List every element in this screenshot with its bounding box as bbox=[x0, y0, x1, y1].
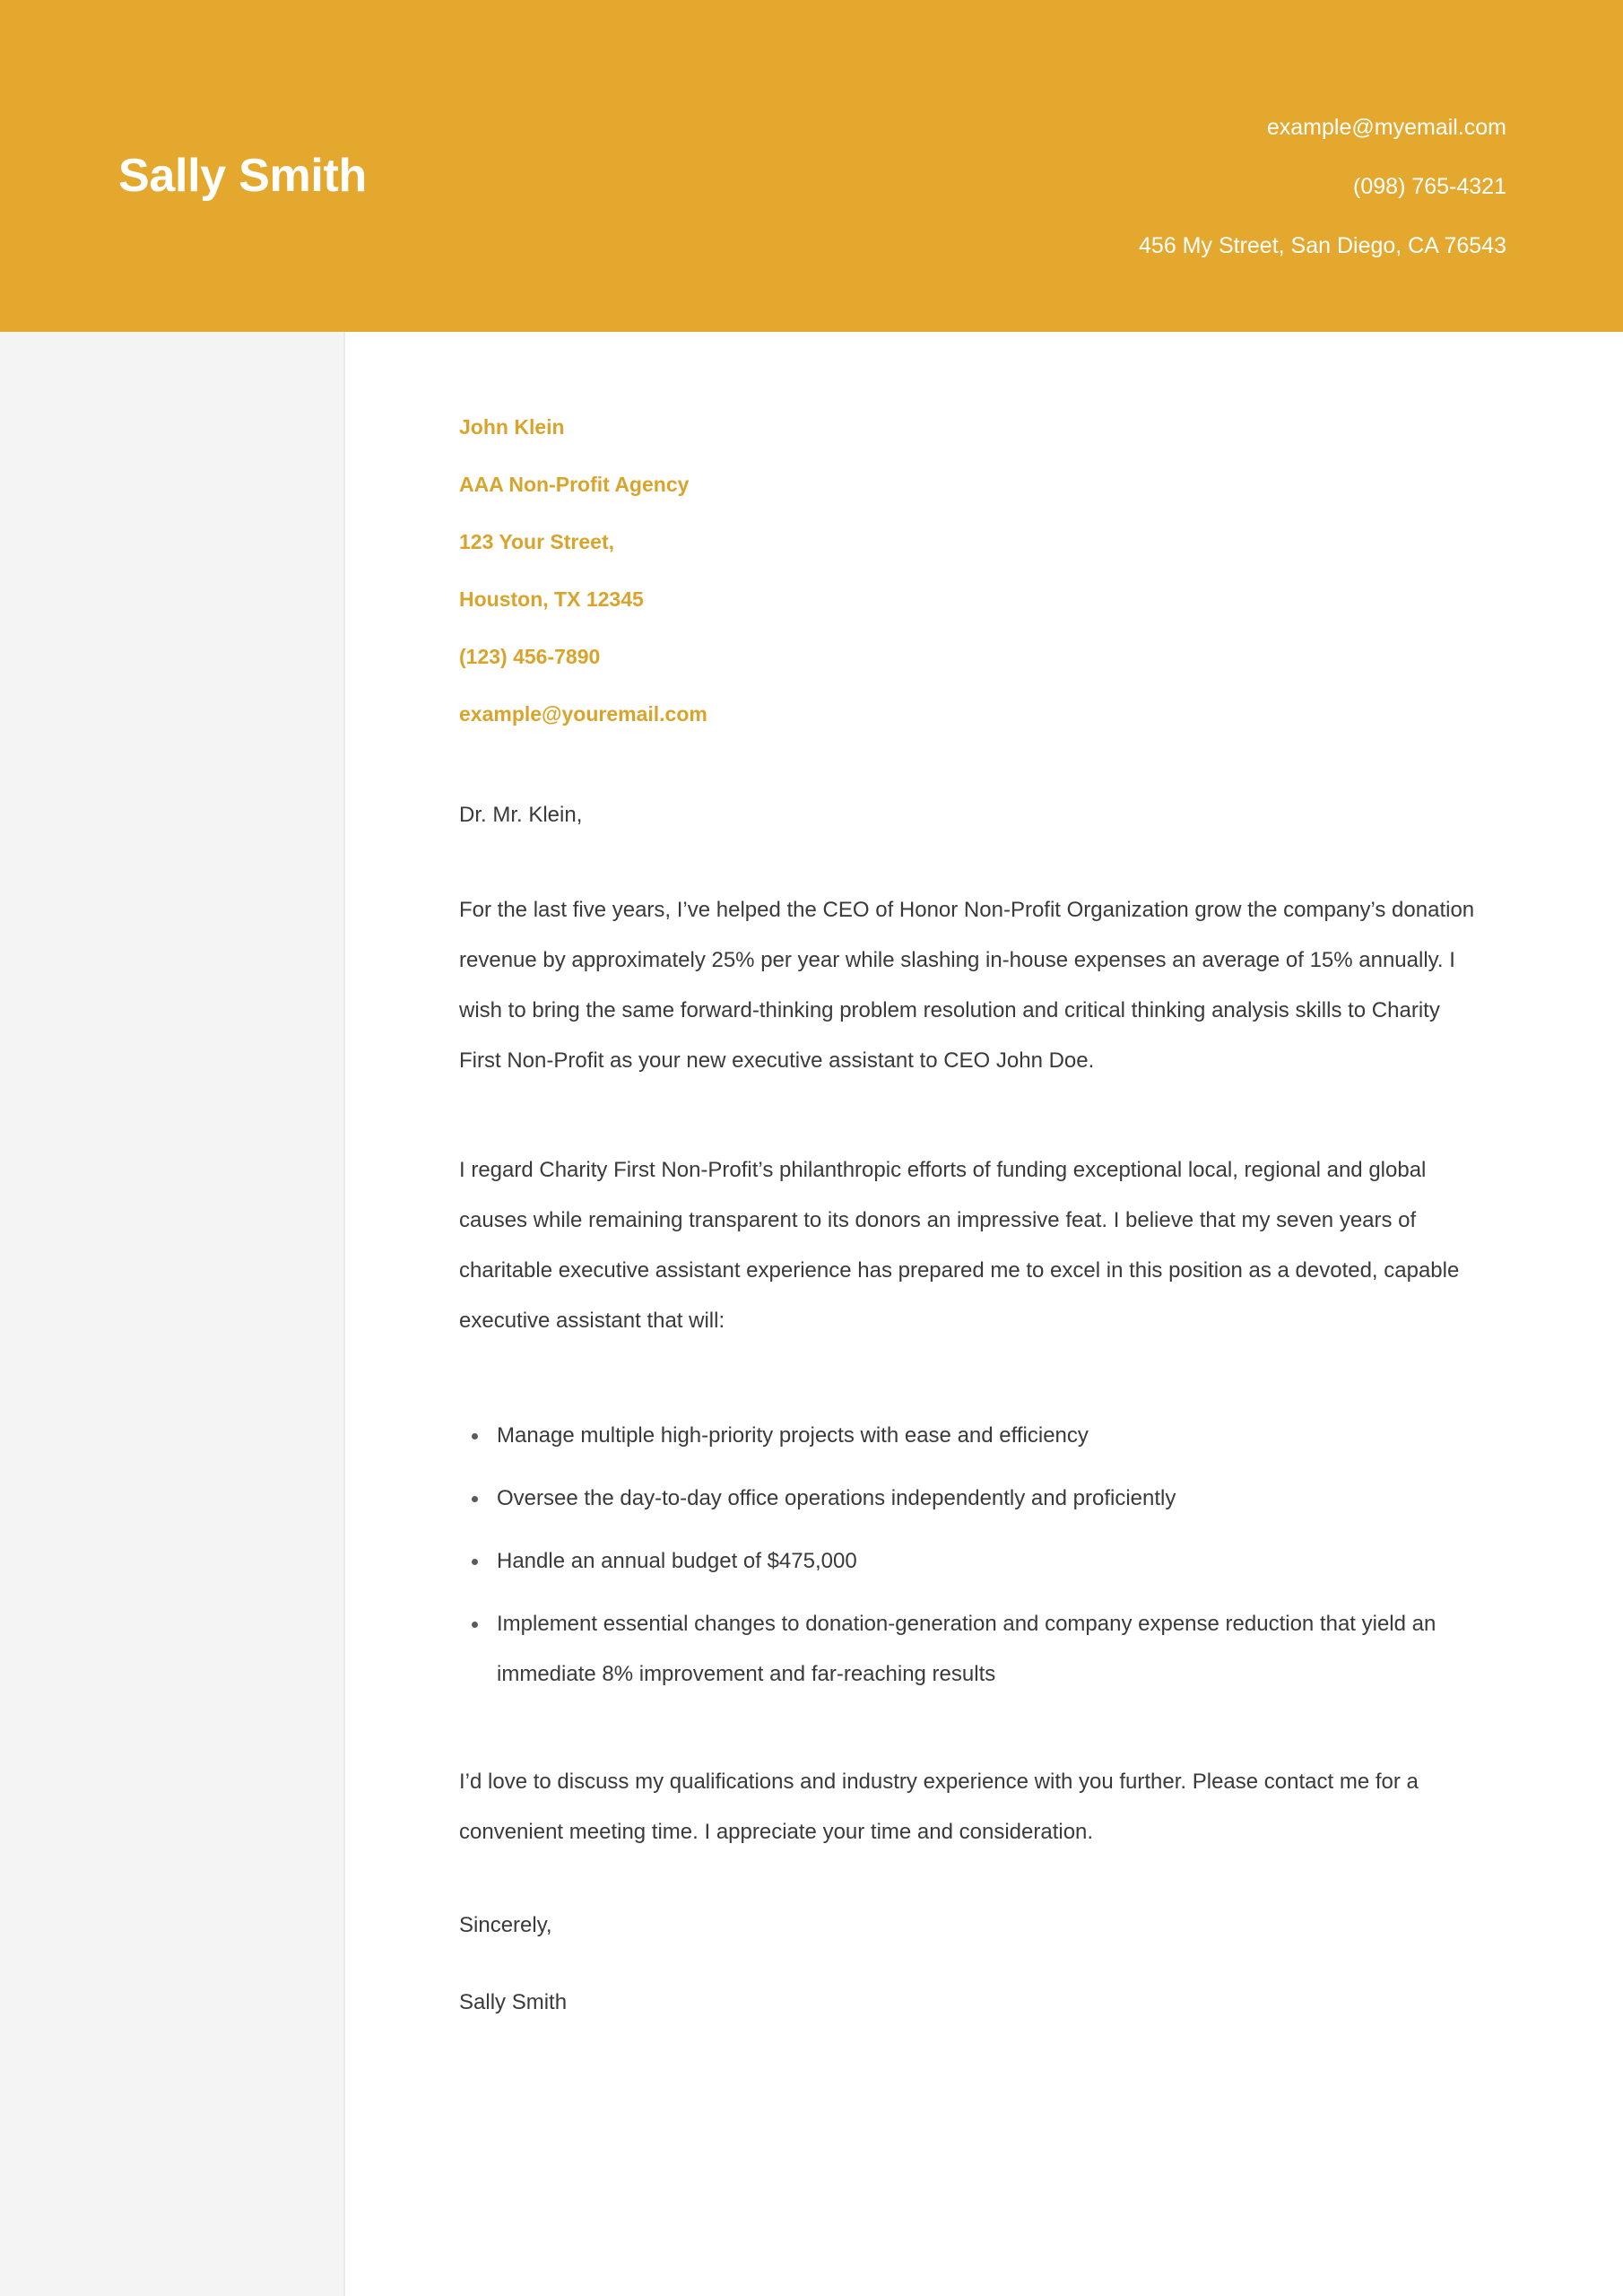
recipient-city-state-zip: Houston, TX 12345 bbox=[459, 587, 644, 611]
bullet-dot-icon bbox=[472, 1433, 478, 1439]
sender-address: 456 My Street, San Diego, CA 76543 bbox=[1139, 233, 1506, 258]
list-item bbox=[459, 1411, 1486, 1461]
sender-name: Sally Smith bbox=[118, 150, 368, 202]
bullet-dot-icon bbox=[472, 1622, 478, 1628]
signature-name: Sally Smith bbox=[459, 1990, 568, 2014]
list-item-label: Handle an annual budget of $475,000 bbox=[497, 1549, 857, 1573]
signoff: Sincerely, bbox=[459, 1913, 552, 1937]
letterhead-banner bbox=[0, 0, 1623, 332]
recipient-street: 123 Your Street, bbox=[459, 530, 615, 553]
letter-content bbox=[459, 332, 1486, 2013]
recipient-name: John Klein bbox=[459, 415, 565, 439]
bullet-dot-icon bbox=[472, 1496, 478, 1502]
body-paragraph-2: I regard Charity First Non-Profit’s philanthropic efforts of funding exceptional local, regional and global causes while remaining transparent to its donors an impressive feat. I believe that my seven years of charitable executive assistant experience has prepared me to excel in this position as a devoted, capable executive assistant that will: bbox=[459, 1158, 1460, 1333]
list-item-label: Manage multiple high-priority projects with ease and efficiency bbox=[497, 1423, 1089, 1448]
list-item-label: Oversee the day-to-day office operations independently and proficiently bbox=[497, 1486, 1176, 1510]
sender-contact-block bbox=[699, 117, 1506, 257]
list-item bbox=[459, 1474, 1486, 1524]
list-item bbox=[459, 1599, 1486, 1700]
left-sidebar-rail bbox=[0, 332, 343, 2296]
sidebar-divider bbox=[343, 332, 345, 2296]
recipient-email: example@youremail.com bbox=[459, 702, 707, 726]
recipient-phone: (123) 456-7890 bbox=[459, 645, 601, 668]
list-item-label: Implement essential changes to donation-generation and company expense reduction that yield an immediate 8% improvement and far-reaching results bbox=[497, 1612, 1436, 1686]
closing-paragraph: I’d love to discuss my qualifications and industry experience with you further. Please contact me for a convenient meeting time. I appreciate your time and consideration. bbox=[459, 1770, 1419, 1844]
sender-phone: (098) 765-4321 bbox=[1353, 174, 1506, 199]
salutation: Dr. Mr. Klein, bbox=[459, 803, 583, 827]
recipient-address-block bbox=[459, 332, 1486, 725]
recipient-company: AAA Non-Profit Agency bbox=[459, 473, 690, 496]
qualifications-list bbox=[459, 1411, 1486, 1700]
bullet-dot-icon bbox=[472, 1559, 478, 1565]
body-paragraph-1: For the last five years, I’ve helped the CEO of Honor Non-Profit Organization grow the company’s donation revenue by approximately 25% per year while slashing in-house expenses an average of 15% annually. I wish to bring the same forward-thinking problem resolution and critical thinking analysis skills to Charity First Non-Profit as your new executive assistant to CEO John Doe. bbox=[459, 898, 1475, 1073]
sender-email: example@myemail.com bbox=[1266, 115, 1506, 140]
list-item bbox=[459, 1536, 1486, 1587]
